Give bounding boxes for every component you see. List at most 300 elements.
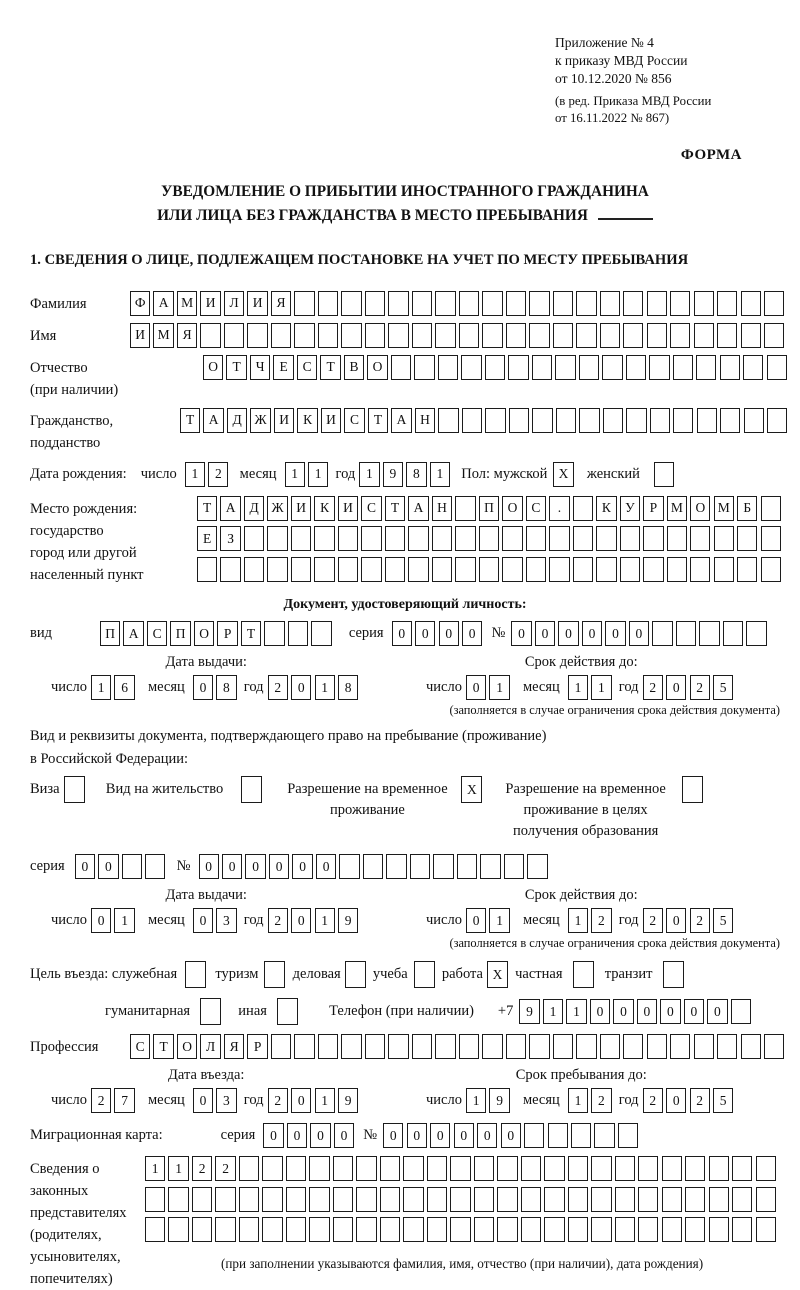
char-cell[interactable]: П [100, 621, 120, 646]
char-cell[interactable] [618, 1123, 638, 1148]
char-cell[interactable]: 0 [193, 1088, 213, 1113]
char-cell[interactable]: 2 [643, 908, 663, 933]
char-cell[interactable] [529, 323, 549, 348]
char-cell[interactable] [288, 621, 308, 646]
char-cell[interactable]: Т [320, 355, 340, 380]
char-cell[interactable]: 1 [285, 462, 305, 487]
char-cell[interactable]: 0 [501, 1123, 521, 1148]
char-cell[interactable]: 2 [690, 908, 710, 933]
char-cell[interactable] [386, 854, 406, 879]
char-cell[interactable] [526, 526, 546, 551]
char-cell[interactable] [615, 1187, 635, 1212]
char-cell[interactable] [600, 291, 620, 316]
char-cell[interactable] [461, 355, 481, 380]
char-cell[interactable] [408, 557, 428, 582]
char-cell[interactable]: 0 [287, 1123, 307, 1148]
char-cell[interactable]: К [297, 408, 317, 433]
char-cell[interactable]: 0 [558, 621, 578, 646]
char-cell[interactable]: 1 [489, 908, 509, 933]
char-cell[interactable] [482, 1034, 502, 1059]
char-cell[interactable]: 0 [98, 854, 118, 879]
char-cell[interactable] [145, 1187, 165, 1212]
char-cell[interactable] [291, 526, 311, 551]
char-cell[interactable]: 0 [292, 854, 312, 879]
char-cell[interactable] [497, 1217, 517, 1242]
char-cell[interactable] [731, 999, 751, 1024]
char-cell[interactable] [527, 854, 547, 879]
char-cell[interactable] [767, 355, 787, 380]
char-cell[interactable] [435, 1034, 455, 1059]
char-cell[interactable] [450, 1156, 470, 1181]
char-cell[interactable] [408, 526, 428, 551]
char-cell[interactable] [652, 621, 672, 646]
char-cell[interactable]: 8 [406, 462, 426, 487]
char-cell[interactable]: 2 [690, 1088, 710, 1113]
char-cell[interactable] [717, 323, 737, 348]
char-cell[interactable] [626, 408, 646, 433]
char-cell[interactable] [314, 557, 334, 582]
char-cell[interactable] [267, 557, 287, 582]
char-cell[interactable] [579, 408, 599, 433]
char-cell[interactable] [438, 408, 458, 433]
char-cell[interactable] [380, 1156, 400, 1181]
char-cell[interactable]: К [596, 496, 616, 521]
char-cell[interactable]: 1 [568, 908, 588, 933]
char-cell[interactable] [623, 323, 643, 348]
char-cell[interactable] [615, 1156, 635, 1181]
char-cell[interactable] [694, 323, 714, 348]
char-cell[interactable]: 6 [114, 675, 134, 700]
char-cell[interactable] [714, 557, 734, 582]
char-cell[interactable] [435, 291, 455, 316]
char-cell[interactable]: . [549, 496, 569, 521]
char-cell[interactable] [756, 1156, 776, 1181]
char-cell[interactable] [532, 408, 552, 433]
char-cell[interactable]: 0 [316, 854, 336, 879]
char-cell[interactable]: 9 [519, 999, 539, 1024]
char-cell[interactable] [356, 1187, 376, 1212]
char-cell[interactable]: 0 [439, 621, 459, 646]
char-cell[interactable]: Т [197, 496, 217, 521]
char-cell[interactable] [314, 526, 334, 551]
char-cell[interactable] [244, 557, 264, 582]
char-cell[interactable]: 8 [216, 675, 236, 700]
char-cell[interactable]: И [274, 408, 294, 433]
char-cell[interactable] [462, 408, 482, 433]
char-cell[interactable] [532, 355, 552, 380]
char-cell[interactable] [667, 526, 687, 551]
char-cell[interactable]: 2 [591, 1088, 611, 1113]
char-cell[interactable] [756, 1187, 776, 1212]
char-cell[interactable]: 2 [192, 1156, 212, 1181]
char-cell[interactable]: 2 [215, 1156, 235, 1181]
char-cell[interactable] [720, 408, 740, 433]
char-cell[interactable]: 1 [185, 462, 205, 487]
char-cell[interactable]: 0 [454, 1123, 474, 1148]
char-cell[interactable] [311, 621, 331, 646]
char-cell[interactable]: Я [271, 291, 291, 316]
char-cell[interactable]: 0 [291, 675, 311, 700]
char-cell[interactable] [743, 355, 763, 380]
char-cell[interactable] [573, 557, 593, 582]
char-cell[interactable] [455, 526, 475, 551]
char-cell[interactable] [761, 496, 781, 521]
char-cell[interactable] [457, 854, 477, 879]
char-cell[interactable] [479, 557, 499, 582]
char-cell[interactable] [591, 1187, 611, 1212]
char-cell[interactable] [603, 408, 623, 433]
char-cell[interactable]: Т [241, 621, 261, 646]
char-cell[interactable] [723, 621, 743, 646]
char-cell[interactable]: Д [227, 408, 247, 433]
char-cell[interactable] [286, 1156, 306, 1181]
char-cell[interactable] [638, 1156, 658, 1181]
char-cell[interactable]: 0 [415, 621, 435, 646]
char-cell[interactable]: 0 [637, 999, 657, 1024]
char-cell[interactable] [638, 1187, 658, 1212]
char-cell[interactable] [643, 557, 663, 582]
char-cell[interactable] [185, 961, 206, 988]
char-cell[interactable] [647, 1034, 667, 1059]
char-cell[interactable] [262, 1156, 282, 1181]
char-cell[interactable] [338, 557, 358, 582]
char-cell[interactable]: 0 [222, 854, 242, 879]
char-cell[interactable] [168, 1187, 188, 1212]
char-cell[interactable] [667, 557, 687, 582]
char-cell[interactable] [685, 1156, 705, 1181]
char-cell[interactable]: Т [368, 408, 388, 433]
char-cell[interactable] [553, 323, 573, 348]
char-cell[interactable] [414, 355, 434, 380]
char-cell[interactable]: 2 [643, 675, 663, 700]
char-cell[interactable] [620, 557, 640, 582]
char-cell[interactable]: 3 [216, 1088, 236, 1113]
char-cell[interactable]: О [690, 496, 710, 521]
char-cell[interactable]: 0 [660, 999, 680, 1024]
char-cell[interactable] [623, 1034, 643, 1059]
char-cell[interactable]: 0 [334, 1123, 354, 1148]
char-cell[interactable] [412, 1034, 432, 1059]
char-cell[interactable] [594, 1123, 614, 1148]
char-cell[interactable] [286, 1217, 306, 1242]
char-cell[interactable] [239, 1217, 259, 1242]
char-cell[interactable] [168, 1217, 188, 1242]
char-cell[interactable] [294, 291, 314, 316]
char-cell[interactable] [591, 1156, 611, 1181]
char-cell[interactable]: Ф [130, 291, 150, 316]
char-cell[interactable] [459, 1034, 479, 1059]
char-cell[interactable] [568, 1217, 588, 1242]
char-cell[interactable]: 1 [430, 462, 450, 487]
char-cell[interactable] [450, 1187, 470, 1212]
char-cell[interactable]: Ж [250, 408, 270, 433]
char-cell[interactable] [197, 557, 217, 582]
char-cell[interactable] [670, 323, 690, 348]
char-cell[interactable] [709, 1156, 729, 1181]
char-cell[interactable]: Т [180, 408, 200, 433]
char-cell[interactable] [573, 496, 593, 521]
char-cell[interactable] [200, 323, 220, 348]
char-cell[interactable] [764, 323, 784, 348]
char-cell[interactable] [643, 526, 663, 551]
char-cell[interactable] [247, 323, 267, 348]
char-cell[interactable]: 9 [489, 1088, 509, 1113]
char-cell[interactable] [526, 557, 546, 582]
char-cell[interactable]: 0 [263, 1123, 283, 1148]
char-cell[interactable] [573, 526, 593, 551]
char-cell[interactable]: С [130, 1034, 150, 1059]
char-cell[interactable] [318, 291, 338, 316]
char-cell[interactable] [508, 355, 528, 380]
char-cell[interactable]: 1 [489, 675, 509, 700]
char-cell[interactable] [764, 291, 784, 316]
char-cell[interactable] [714, 526, 734, 551]
char-cell[interactable]: 1 [145, 1156, 165, 1181]
char-cell[interactable] [767, 408, 787, 433]
char-cell[interactable]: И [321, 408, 341, 433]
char-cell[interactable]: 0 [462, 621, 482, 646]
char-cell[interactable]: И [130, 323, 150, 348]
char-cell[interactable] [412, 323, 432, 348]
char-cell[interactable] [380, 1187, 400, 1212]
char-cell[interactable]: И [200, 291, 220, 316]
char-cell[interactable]: 5 [713, 1088, 733, 1113]
char-cell[interactable]: 9 [338, 908, 358, 933]
char-cell[interactable] [361, 526, 381, 551]
char-cell[interactable] [549, 557, 569, 582]
char-cell[interactable] [385, 526, 405, 551]
char-cell[interactable] [497, 1156, 517, 1181]
char-cell[interactable] [485, 408, 505, 433]
char-cell[interactable]: В [344, 355, 364, 380]
char-cell[interactable] [756, 1217, 776, 1242]
char-cell[interactable]: М [177, 291, 197, 316]
char-cell[interactable]: Я [224, 1034, 244, 1059]
char-cell[interactable]: А [408, 496, 428, 521]
char-cell[interactable] [485, 355, 505, 380]
char-cell[interactable] [365, 1034, 385, 1059]
char-cell[interactable]: Ч [250, 355, 270, 380]
char-cell[interactable] [685, 1217, 705, 1242]
char-cell[interactable]: 0 [477, 1123, 497, 1148]
char-cell[interactable] [553, 291, 573, 316]
char-cell[interactable]: 1 [566, 999, 586, 1024]
char-cell[interactable]: 1 [315, 908, 335, 933]
char-cell[interactable] [224, 323, 244, 348]
char-cell[interactable] [676, 621, 696, 646]
char-cell[interactable] [380, 1217, 400, 1242]
char-cell[interactable]: 0 [666, 1088, 686, 1113]
char-cell[interactable] [294, 1034, 314, 1059]
char-cell[interactable] [200, 998, 221, 1025]
char-cell[interactable] [318, 1034, 338, 1059]
char-cell[interactable] [271, 1034, 291, 1059]
char-cell[interactable] [145, 1217, 165, 1242]
char-cell[interactable] [741, 323, 761, 348]
char-cell[interactable]: 0 [707, 999, 727, 1024]
char-cell[interactable] [690, 526, 710, 551]
char-cell[interactable]: 1 [568, 1088, 588, 1113]
char-cell[interactable] [529, 291, 549, 316]
char-cell[interactable] [356, 1217, 376, 1242]
char-cell[interactable] [544, 1217, 564, 1242]
char-cell[interactable] [414, 961, 435, 988]
char-cell[interactable]: 0 [666, 908, 686, 933]
char-cell[interactable] [356, 1156, 376, 1181]
char-cell[interactable] [363, 854, 383, 879]
char-cell[interactable] [709, 1217, 729, 1242]
char-cell[interactable] [309, 1156, 329, 1181]
char-cell[interactable] [262, 1217, 282, 1242]
char-cell[interactable]: П [170, 621, 190, 646]
char-cell[interactable]: Р [643, 496, 663, 521]
char-cell[interactable] [626, 355, 646, 380]
char-cell[interactable]: Ж [267, 496, 287, 521]
char-cell[interactable] [670, 291, 690, 316]
char-cell[interactable] [568, 1187, 588, 1212]
char-cell[interactable]: 0 [75, 854, 95, 879]
char-cell[interactable]: 1 [315, 1088, 335, 1113]
char-cell[interactable] [479, 526, 499, 551]
char-cell[interactable] [649, 355, 669, 380]
char-cell[interactable]: 2 [268, 1088, 288, 1113]
char-cell[interactable]: Н [415, 408, 435, 433]
char-cell[interactable] [277, 998, 298, 1025]
char-cell[interactable] [365, 291, 385, 316]
char-cell[interactable] [694, 291, 714, 316]
char-cell[interactable] [333, 1217, 353, 1242]
char-cell[interactable] [262, 1187, 282, 1212]
char-cell[interactable] [333, 1187, 353, 1212]
char-cell[interactable] [576, 323, 596, 348]
char-cell[interactable] [697, 408, 717, 433]
char-cell[interactable] [673, 408, 693, 433]
char-cell[interactable] [388, 323, 408, 348]
char-cell[interactable]: Т [385, 496, 405, 521]
char-cell[interactable]: З [220, 526, 240, 551]
char-cell[interactable] [600, 1034, 620, 1059]
char-cell[interactable]: 0 [269, 854, 289, 879]
char-cell[interactable] [521, 1187, 541, 1212]
char-cell[interactable] [662, 1217, 682, 1242]
char-cell[interactable]: 1 [466, 1088, 486, 1113]
char-cell[interactable] [529, 1034, 549, 1059]
char-cell[interactable] [267, 526, 287, 551]
char-cell[interactable]: 8 [338, 675, 358, 700]
char-cell[interactable] [239, 1187, 259, 1212]
char-cell[interactable]: А [391, 408, 411, 433]
char-cell[interactable] [682, 776, 703, 803]
char-cell[interactable] [521, 1217, 541, 1242]
char-cell[interactable] [741, 1034, 761, 1059]
char-cell[interactable] [744, 408, 764, 433]
char-cell[interactable] [450, 1217, 470, 1242]
char-cell[interactable] [427, 1217, 447, 1242]
char-cell[interactable]: И [247, 291, 267, 316]
char-cell[interactable]: 0 [466, 675, 486, 700]
char-cell[interactable]: С [526, 496, 546, 521]
char-cell[interactable]: 1 [568, 675, 588, 700]
char-cell[interactable] [764, 1034, 784, 1059]
char-cell[interactable]: Я [177, 323, 197, 348]
char-cell[interactable]: О [203, 355, 223, 380]
char-cell[interactable]: 1 [168, 1156, 188, 1181]
char-cell[interactable] [403, 1217, 423, 1242]
char-cell[interactable] [309, 1217, 329, 1242]
char-cell[interactable] [548, 1123, 568, 1148]
char-cell[interactable]: 1 [591, 675, 611, 700]
char-cell[interactable] [746, 621, 766, 646]
char-cell[interactable] [403, 1156, 423, 1181]
char-cell[interactable] [685, 1187, 705, 1212]
char-cell[interactable] [673, 355, 693, 380]
char-cell[interactable] [474, 1217, 494, 1242]
char-cell[interactable]: 3 [216, 908, 236, 933]
char-cell[interactable]: 1 [308, 462, 328, 487]
char-cell[interactable]: О [194, 621, 214, 646]
char-cell[interactable] [650, 408, 670, 433]
char-cell[interactable]: 0 [535, 621, 555, 646]
char-cell[interactable]: Е [273, 355, 293, 380]
char-cell[interactable] [474, 1187, 494, 1212]
char-cell[interactable]: 9 [383, 462, 403, 487]
char-cell[interactable]: 5 [713, 675, 733, 700]
char-cell[interactable] [732, 1156, 752, 1181]
char-cell[interactable]: 0 [684, 999, 704, 1024]
char-cell[interactable] [271, 323, 291, 348]
char-cell[interactable]: 0 [193, 675, 213, 700]
char-cell[interactable] [338, 526, 358, 551]
char-cell[interactable] [215, 1217, 235, 1242]
char-cell[interactable] [663, 961, 684, 988]
char-cell[interactable] [556, 408, 576, 433]
char-cell[interactable]: К [314, 496, 334, 521]
char-cell[interactable] [647, 291, 667, 316]
char-cell[interactable]: Т [226, 355, 246, 380]
char-cell[interactable]: 0 [511, 621, 531, 646]
char-cell[interactable] [341, 1034, 361, 1059]
char-cell[interactable] [502, 526, 522, 551]
char-cell[interactable] [694, 1034, 714, 1059]
char-cell[interactable] [220, 557, 240, 582]
char-cell[interactable] [602, 355, 622, 380]
char-cell[interactable] [690, 557, 710, 582]
char-cell[interactable] [709, 1187, 729, 1212]
char-cell[interactable] [365, 323, 385, 348]
char-cell[interactable]: С [344, 408, 364, 433]
char-cell[interactable] [662, 1156, 682, 1181]
char-cell[interactable] [737, 526, 757, 551]
char-cell[interactable] [145, 854, 165, 879]
char-cell[interactable] [432, 557, 452, 582]
char-cell[interactable] [504, 854, 524, 879]
char-cell[interactable] [549, 526, 569, 551]
char-cell[interactable]: 0 [392, 621, 412, 646]
char-cell[interactable]: Т [153, 1034, 173, 1059]
char-cell[interactable] [388, 291, 408, 316]
char-cell[interactable]: Н [432, 496, 452, 521]
char-cell[interactable]: П [479, 496, 499, 521]
char-cell[interactable] [264, 961, 285, 988]
char-cell[interactable] [761, 526, 781, 551]
char-cell[interactable]: 2 [268, 675, 288, 700]
char-cell[interactable] [620, 526, 640, 551]
char-cell[interactable]: А [203, 408, 223, 433]
char-cell[interactable]: Б [737, 496, 757, 521]
char-cell[interactable] [239, 1156, 259, 1181]
char-cell[interactable] [600, 323, 620, 348]
char-cell[interactable] [524, 1123, 544, 1148]
